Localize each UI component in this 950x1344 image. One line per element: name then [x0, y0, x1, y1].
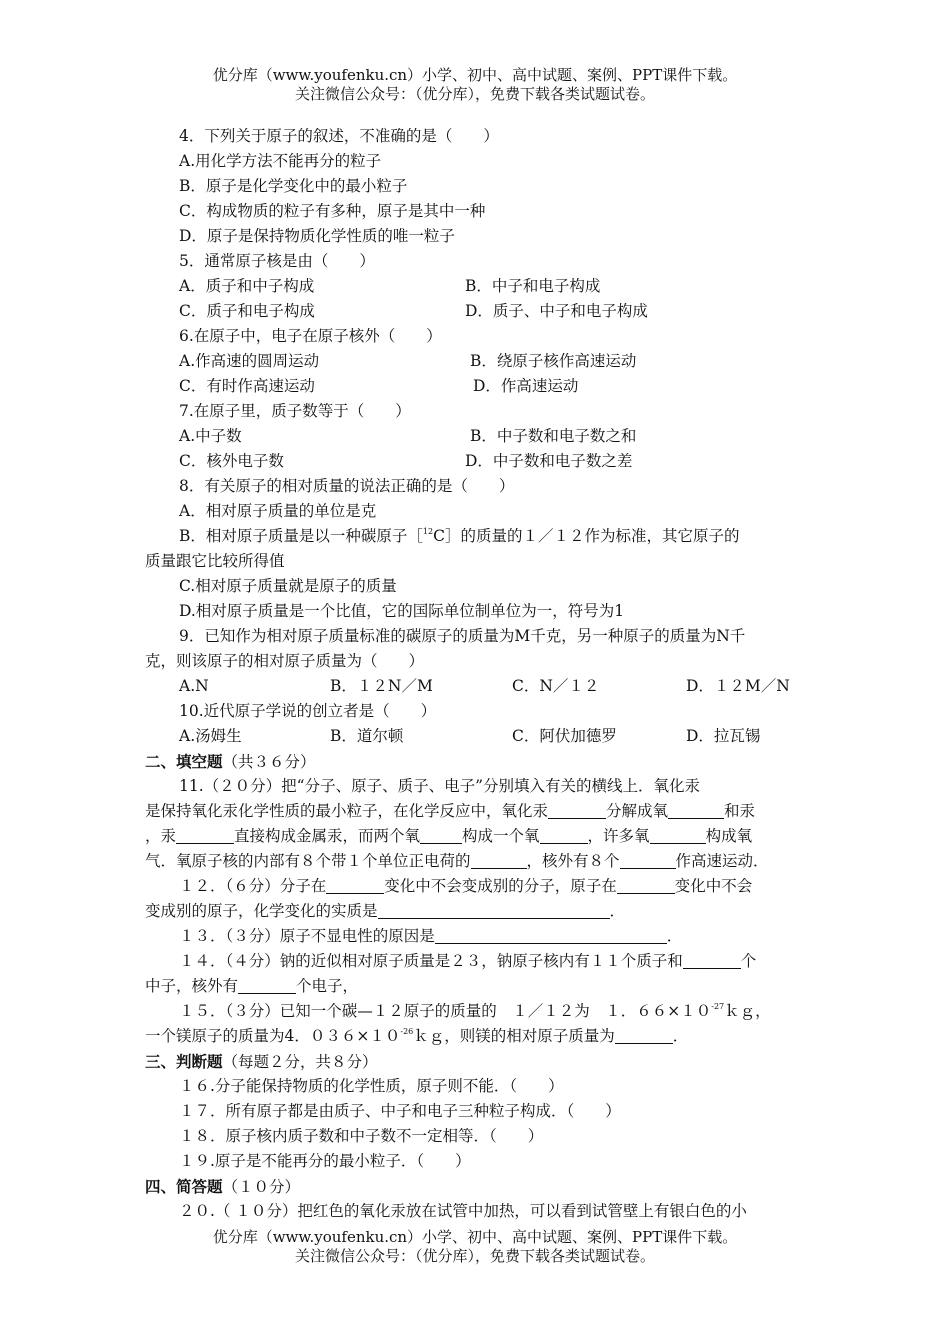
footer-line-1: 优分库（www.youfenku.cn）小学、初中、高中试题、案例、PPT课件下载。: [212, 1228, 738, 1246]
answer-blank[interactable]: [435, 926, 667, 944]
q15-text: ｋｇ，: [724, 1002, 771, 1020]
q4-option-d: D．原子是保持物质化学性质的唯一粒子: [179, 227, 455, 245]
answer-blank[interactable]: [683, 951, 741, 969]
q12-text: ．: [609, 902, 626, 920]
q7-option-b: B．中子数和电子数之和: [470, 427, 637, 445]
q5-stem: 5．通常原子核是由（ ）: [179, 252, 375, 270]
q11-text: ，汞: [145, 827, 177, 845]
q8-option-a: A．相对原子质量的单位是克: [179, 502, 377, 520]
section-2-note: （共３６分）: [222, 753, 316, 771]
q15-line-2: [145, 1024, 815, 1049]
q7-option-a: A.中子数: [179, 427, 242, 445]
q15-line-1: [145, 999, 815, 1024]
exam-content: [145, 124, 815, 1224]
q6-options-row-1: [145, 349, 815, 374]
q12-text: 变化中不会变成别的分子，原子在: [384, 877, 617, 895]
answer-blank[interactable]: [238, 976, 296, 994]
answer-blank[interactable]: [326, 876, 384, 894]
q8-option-c: C.相对原子质量就是原子的质量: [179, 577, 397, 595]
q15-exponent: -26: [400, 1027, 414, 1036]
q11-line-3: [145, 824, 815, 849]
q5-option-b: B．中子和电子构成: [465, 277, 601, 295]
q13-text: ．: [666, 927, 683, 945]
q5-option-c: C．质子和电子构成: [179, 302, 315, 320]
q7-option-c: C．核外电子数: [179, 452, 284, 470]
answer-blank[interactable]: [420, 826, 462, 844]
answer-blank[interactable]: [620, 851, 676, 869]
q14-line-1: [145, 949, 815, 974]
q10-option-a: A.汤姆生: [179, 727, 242, 745]
q11-text: 作高速运动．: [675, 852, 769, 870]
q7-option-d: D．中子数和电子数之差: [465, 452, 633, 470]
q10-stem: 10.近代原子学说的创立者是（ ）: [179, 702, 437, 720]
q9-option-a: A.N: [179, 677, 209, 695]
q11-text: 是保持氧化汞化学性质的最小粒子，在化学反应中，氧化汞: [145, 802, 549, 820]
q14-text: 中子，核外有: [145, 977, 239, 995]
section-3-title: 三、判断题: [145, 1052, 223, 1071]
section-2-title: 二、填空题: [145, 752, 223, 771]
q6-option-d: D．作高速运动: [473, 377, 579, 395]
answer-blank[interactable]: [548, 801, 606, 819]
q9-option-c: C．N／１２: [512, 677, 600, 695]
q6-option-b: B．绕原子核作高速运动: [470, 352, 637, 370]
q10-option-c: C．阿伏加德罗: [512, 727, 617, 745]
q12-text: 变成别的原子，化学变化的实质是: [145, 902, 378, 920]
q8-option-b-continued: 质量跟它比较所得值: [145, 552, 285, 570]
q6-option-a: A.作高速的圆周运动: [179, 352, 320, 370]
answer-blank[interactable]: [378, 901, 610, 919]
answer-blank[interactable]: [615, 1026, 673, 1044]
answer-blank[interactable]: [176, 826, 234, 844]
page-header: [0, 66, 950, 104]
q14-text: １４．（４分）钠的近似相对原子质量是２３，钠原子核内有１１个质子和: [179, 952, 683, 970]
q6-options-row-2: [145, 374, 815, 399]
q11-text: 构成一个氧: [462, 827, 540, 845]
q5-option-a: A．质子和中子构成: [179, 277, 315, 295]
q17: １７．所有原子都是由质子、中子和电子三种粒子构成．（ ）: [179, 1102, 621, 1120]
q8-option-d: D.相对原子质量是一个比值，它的国际单位制单位为一，符号为1: [179, 602, 625, 620]
section-4-title: 四、简答题: [145, 1177, 223, 1196]
section-4-heading: [145, 1174, 815, 1199]
answer-blank[interactable]: [471, 851, 527, 869]
q11-text: 构成氧: [705, 827, 753, 845]
q4-option-b: B．原子是化学变化中的最小粒子: [179, 177, 408, 195]
footer-line-2: 关注微信公众号：（优分库），免费下载各类试题试卷。: [294, 1247, 655, 1265]
q8-option-b-text-2: C］的质量的１／１２作为标准，其它原子的: [433, 527, 740, 545]
q14-text: 个电子，: [296, 977, 359, 995]
section-3-heading: [145, 1049, 815, 1074]
answer-blank[interactable]: [617, 876, 675, 894]
q10-option-d: D．拉瓦锡: [686, 727, 761, 745]
q6-option-c: C．有时作高速运动: [179, 377, 315, 395]
q5-options-row-1: [145, 274, 815, 299]
section-2-heading: [145, 749, 815, 774]
q11-line-1: 11.（２０分）把“分子、原子、质子、电子”分别填入有关的横线上．氧化汞: [179, 777, 701, 795]
q13-text: １３．（３分）原子不显电性的原因是: [179, 927, 435, 945]
q8-stem: 8．有关原子的相对质量的说法正确的是（ ）: [179, 477, 515, 495]
q7-stem: 7.在原子里，质子数等于（ ）: [179, 402, 411, 420]
q10-options-row: [145, 724, 815, 749]
q8-option-b: [145, 524, 815, 549]
q14-line-2: [145, 974, 815, 999]
q9-options-row: [145, 674, 815, 699]
q10-option-b: B．道尔顿: [330, 727, 404, 745]
q11-text: 直接构成金属汞，而两个氧: [234, 827, 421, 845]
q4-option-a: A.用化学方法不能再分的粒子: [179, 152, 382, 170]
q9-option-b: B．１２N／M: [330, 677, 433, 695]
q5-options-row-2: [145, 299, 815, 324]
q15-text: ｋｇ，则镁的相对原子质量为: [413, 1027, 615, 1045]
q12-line-2: [145, 899, 815, 924]
q11-line-4: [145, 849, 815, 874]
q16: １６.分子能保持物质的化学性质，原子则不能．（ ）: [179, 1077, 564, 1095]
q11-line-2: [145, 799, 815, 824]
page-footer: [0, 1228, 950, 1266]
q14-text: 个: [740, 952, 757, 970]
section-4-note: （１０分）: [222, 1178, 301, 1196]
q12-text: 变化中不会: [674, 877, 753, 895]
header-line-1: 优分库（www.youfenku.cn）小学、初中、高中试题、案例、PPT课件下载。: [212, 66, 738, 84]
q18: １８．原子核内质子数和中子数不一定相等．（ ）: [179, 1127, 544, 1145]
q19: １９.原子是不能再分的最小粒子．（ ）: [179, 1152, 471, 1170]
q11-text: ，核外有８个: [526, 852, 620, 870]
q11-text: ，许多氧: [587, 827, 650, 845]
q11-text: 气．氧原子核的内部有８个带１个单位正电荷的: [145, 852, 471, 870]
q7-options-row-1: [145, 424, 815, 449]
q4-option-c: C．构成物质的粒子有多种，原子是其中一种: [179, 202, 486, 220]
q11-text: 分解成氧: [606, 802, 669, 820]
answer-blank[interactable]: [540, 826, 588, 844]
q12-text: １２．（６分）分子在: [179, 877, 327, 895]
q15-text: 一个镁原子的质量为4．０３６×１０: [145, 1027, 401, 1045]
q9-stem-line-1: 9．已知作为相对原子质量标准的碳原子的质量为M千克，另一种原子的质量为N千: [179, 627, 746, 645]
answer-blank[interactable]: [668, 801, 724, 819]
q6-stem: 6.在原子中，电子在原子核外（ ）: [179, 327, 442, 345]
q13-line: [145, 924, 815, 949]
section-3-note: （每题２分，共８分）: [222, 1053, 378, 1071]
answer-blank[interactable]: [650, 826, 706, 844]
q20: ２０.（ １０分）把红色的氧化汞放在试管中加热，可以看到试管壁上有银白色的小: [179, 1202, 747, 1220]
q15-text: ．: [672, 1027, 689, 1045]
q12-line-1: [145, 874, 815, 899]
q15-text: １５．（３分）已知一个碳—１２原子的质量的 １／１２为 １．６６×１０: [179, 1002, 712, 1020]
q9-option-d: D．１２M／N: [686, 677, 790, 695]
q8-option-b-text-1: B．相对原子质量是以一种碳原子［: [179, 527, 423, 545]
q15-exponent: -27: [711, 1002, 725, 1011]
q4-stem: 4．下列关于原子的叙述，不准确的是（ ）: [179, 127, 499, 145]
q7-options-row-2: [145, 449, 815, 474]
header-line-2: 关注微信公众号：（优分库），免费下载各类试题试卷。: [294, 85, 655, 103]
q8-option-b-superscript: 12: [422, 527, 434, 536]
q11-text: 和汞: [724, 802, 756, 820]
q5-option-d: D．质子、中子和电子构成: [465, 302, 648, 320]
q9-stem-line-2: 克，则该原子的相对原子质量为（ ）: [145, 652, 425, 670]
